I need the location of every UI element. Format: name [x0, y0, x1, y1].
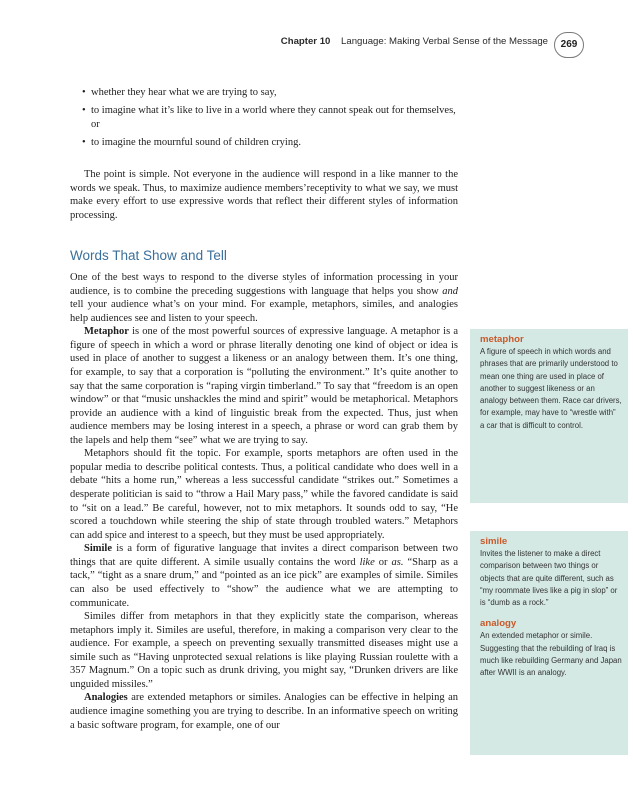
page-number: 269 — [554, 32, 584, 58]
glossary-term-simile: simile — [480, 536, 508, 547]
chapter-title: Language: Making Verbal Sense of the Message — [341, 36, 548, 47]
glossary-term-analogy: analogy — [480, 618, 517, 630]
term-metaphor: Metaphor — [84, 326, 129, 338]
bullet-text: to imagine what it’s like to live in a world where they cannot speak out for themselves, or — [91, 105, 456, 131]
bullet-item: • to imagine what it’s like to live in a world where they cannot speak out for themselves, or — [82, 105, 456, 131]
glossary-definition-analogy: An extended metaphor or simile. Suggesting that the rebuilding of Iraq is much like rebuilding Germany and Japan after WWII is an analogy. — [480, 631, 622, 678]
running-header — [0, 36, 548, 47]
bullet-item: • to imagine the mournful sound of children crying. — [82, 137, 301, 149]
glossary-definition-simile: Invites the listener to make a direct comparison between two things or objects that are quite different, such as “my roommate lives like a pig in slop” or is “dumb as a rock.” — [480, 549, 618, 608]
intro-paragraph: The point is simple. Not everyone in the audience will respond in a like manner to the words we speak. Thus, to maximize audience members’receptivity to what we say, we must make every effort to use expressive words that reflect their different styles of information processing. — [70, 169, 458, 221]
paragraph-analogies: Analogies are extended metaphors or similes. Analogies can be effective in helping an audience imagine something you are trying to describe. In an informative speech on writing a basic software program, for example, one of our — [70, 692, 458, 731]
section-heading: Words That Show and Tell — [70, 248, 227, 263]
intro-block — [70, 168, 458, 222]
paragraph-simile-difference: Similes differ from metaphors in that they explicitly state the comparison, whereas metaphors imply it. Similes are useful, therefore, in making a comparison very clear to the audience. For example, a speech on preventing sexually transmitted diseases might use a simile such as “Having unprotected sexual relations is like playing Russian roulette with a 357 Magnum.” On a topic such as drunk driving, you might say, “Drunken drivers are like unguided missiles.” — [70, 611, 458, 690]
glossary-definition-metaphor: A figure of speech in which words and phrases that are primarily understood to mean one thing are used in place of another to suggest likeness or an analogy between them. Race car drivers, for example, may have to “wrestle with” a car that is difficult to control. — [480, 347, 622, 430]
paragraph-simile: Simile is a form of figurative language that invites a direct comparison between two things that are quite different. A simile usually contains the word like or as. “Sharp as a tack,” “tight as a snare drum,” and “pointed as an ice pick” are examples of simile. Similes can also be used effectively to “show” the audience what we are attempting to communicate. — [70, 543, 458, 609]
paragraph-intro: One of the best ways to respond to the diverse styles of information processing in your audience, is to combine the preceding suggestions with language that helps you show and tell your audience what’s on your mind. For example, metaphors, similes, and analogies help audiences see and listen to your speech. — [70, 272, 458, 324]
main-text-column — [70, 271, 458, 732]
bullet-text: whether they hear what we are trying to say, — [91, 87, 277, 98]
term-simile: Simile — [84, 543, 112, 555]
bullet-item: • whether they hear what we are trying to say, — [82, 87, 277, 98]
term-analogies: Analogies — [84, 692, 128, 704]
paragraph-metaphor-topic: Metaphors should fit the topic. For example, sports metaphors are often used in the popular media to describe political contests. Thus, a political candidate who does well in a debate “hits a home run,” whereas a less successful candidate “strikes out.” Sometimes a desperate politician is said to “throw a Hail Mary pass,” while the favored candidate is said to “sit on a lead.” Be careful, however, not to mix metaphors. It sounds odd to say, “He scored a touchdown while steering the ship of state through troubled waters.” Metaphors can add spice and interest to a speech, but they must be used appropriately. — [70, 448, 458, 541]
glossary-box-simile-analogy — [470, 531, 628, 755]
bullet-list — [82, 86, 462, 154]
chapter-label: Chapter 10 — [280, 36, 331, 47]
paragraph-metaphor: Metaphor is one of the most powerful sources of expressive language. A metaphor is a figure of speech in which a word or phrase literally denoting one kind of object or idea is used in place of another to suggest a likeness or an analogy between them. It’s one thing, for example, to say that a corporation is “polluting the environment.” It’s quite another to say that the same corporation is “raping virgin timberland.” To say that “freedom is an open window” or that “music unshackles the mind and spirit” would be metaphorical. Metaphors provide an audience with a kind of linguistic break from the expected. Thus, just when audience members may be losing interest in a speech, a phrase or word can grab them by the lapels and help them “see” what we are trying to say. — [70, 326, 458, 446]
glossary-term-metaphor: metaphor — [480, 334, 524, 345]
glossary-box-metaphor — [470, 329, 628, 503]
bullet-text: to imagine the mournful sound of children crying. — [91, 137, 301, 149]
